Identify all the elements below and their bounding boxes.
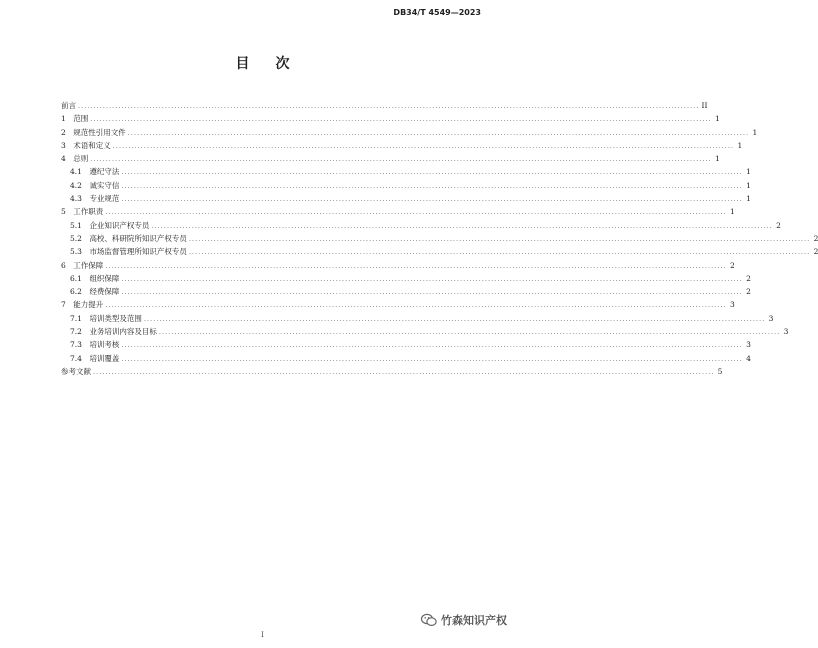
toc-entry-number: 5.3 [70,247,90,257]
toc-entry-label: 前言 [61,101,76,110]
toc-entry-number: 7.4 [70,353,90,363]
toc-leader-dots: ........................................................................................................................................................................................................ [93,368,715,376]
toc-leader-dots: ........................................................................................................................................................................................................ [158,329,781,337]
toc-entry[interactable] [61,285,751,298]
toc-entry[interactable] [61,179,751,192]
toc-entry-number: 3 [61,140,74,150]
toc-entry-page: 1 [729,207,735,217]
toc-entry-label: 经费保障 [89,287,120,297]
toc-leader-dots: ........................................................................................................................................................................................................ [188,249,811,257]
toc-leader-dots: ........................................................................................................................................................................................................ [90,116,712,124]
toc-entry-page: 3 [746,340,751,350]
toc-entry-page: 1 [746,194,751,204]
toc-leader-dots: ........................................................................................................................................................................................................ [143,315,766,323]
toc-entry-page: II [701,101,708,110]
toc-entry-page: 3 [768,313,774,323]
toc-entry-page: 1 [714,114,720,124]
toc-entry-label: 范围 [73,114,89,124]
toc-entry-number: 5.2 [70,233,90,243]
toc-entry-number: 4.3 [70,194,90,204]
toc-entry-label: 总则 [73,154,89,164]
toc-entry-page: 1 [746,180,751,190]
toc-entry-number: 7.2 [70,327,90,337]
toc-entry[interactable] [61,232,818,245]
toc-entry[interactable] [61,165,751,178]
toc-entry-label: 工作保障 [73,260,104,270]
toc-entry[interactable] [61,112,720,125]
toc-leader-dots: ........................................................................................................................................................................................................ [121,355,743,363]
toc-entry-number: 6.1 [70,273,90,283]
toc-entry[interactable] [61,298,735,311]
toc-entry-number: 6 [61,260,74,270]
toc-entry-page: 1 [752,127,758,137]
toc-entry-label: 遵纪守法 [89,167,120,177]
toc-leader-dots: ........................................................................................................................................................................................................ [121,289,743,297]
toc-entry-number: 4 [61,154,74,164]
table-of-contents [61,99,818,378]
page-title: 目次 [235,56,316,72]
toc-entry-label: 术语和定义 [73,140,111,150]
toc-entry-page: 1 [737,140,743,150]
toc-entry-label: 业务培训内容及目标 [89,327,157,337]
toc-entry[interactable] [61,245,818,258]
toc-entry-label: 规范性引用文件 [73,127,126,137]
toc-entry[interactable] [61,272,751,285]
toc-entry[interactable] [61,152,720,165]
toc-entry[interactable] [61,338,751,351]
toc-entry-number: 4.1 [70,167,90,177]
toc-entry-label: 参考文献 [61,366,91,376]
toc-entry-label: 高校、科研院所知识产权专员 [89,233,187,243]
toc-entry[interactable] [61,205,735,218]
watermark [421,612,507,628]
toc-entry[interactable] [61,352,751,365]
toc-leader-dots: ........................................................................................................................................................................................................ [105,262,727,270]
watermark-text: 竹森知识产权 [441,614,507,627]
toc-leader-dots: ........................................................................................................................................................................................................ [121,342,743,350]
toc-entry-label: 企业知识产权专员 [89,220,150,230]
toc-entry[interactable] [61,126,758,139]
toc-leader-dots: ........................................................................................................................................................................................................ [90,156,712,164]
toc-entry-number: 6.2 [70,287,90,297]
toc-entry-label: 培训考核 [89,340,120,350]
toc-entry[interactable] [61,325,789,338]
toc-entry-number: 5.1 [70,220,90,230]
toc-entry[interactable] [61,365,723,378]
toc-entry-page: 2 [776,220,781,230]
toc-leader-dots: ........................................................................................................................................................................................................ [112,142,735,150]
toc-entry-number: 7 [61,300,74,310]
toc-entry-page: 2 [729,260,735,270]
toc-entry[interactable] [61,192,751,205]
toc-leader-dots: ........................................................................................................................................................................................................ [121,275,743,283]
toc-entry-label: 工作职责 [73,207,104,217]
toc-leader-dots: ........................................................................................................................................................................................................ [121,196,743,204]
page-number: I [261,631,264,639]
toc-entry[interactable] [61,99,708,112]
toc-entry-number: 5 [61,207,74,217]
toc-leader-dots: ........................................................................................................................................................................................................ [105,209,727,217]
toc-entry-label: 培训类型及范围 [89,313,142,323]
toc-leader-dots: ........................................................................................................................................................................................................ [151,222,773,230]
toc-leader-dots: ........................................................................................................................................................................................................ [121,169,743,177]
toc-entry-page: 1 [746,167,751,177]
toc-entry-page: 3 [783,327,789,337]
toc-entry-label: 市场监督管理所知识产权专员 [89,247,187,257]
toc-entry-number: 4.2 [70,180,90,190]
toc-leader-dots: ........................................................................................................................................................................................................ [78,103,700,110]
toc-entry-page: 2 [813,247,818,257]
toc-leader-dots: ........................................................................................................................................................................................................ [127,129,750,137]
toc-entry[interactable] [61,139,743,152]
toc-entry-page: 4 [746,353,751,363]
toc-entry-number: 2 [61,127,74,137]
toc-leader-dots: ........................................................................................................................................................................................................ [121,182,743,190]
toc-entry-label: 专业规范 [89,194,120,204]
toc-entry-label: 诚实守信 [89,180,120,190]
toc-entry[interactable] [61,259,735,272]
toc-entry-page: 1 [714,154,720,164]
toc-entry-page: 2 [746,287,751,297]
toc-leader-dots: ........................................................................................................................................................................................................ [105,302,727,310]
toc-entry-number: 7.1 [70,313,90,323]
toc-entry-number: 1 [61,114,74,124]
toc-entry[interactable] [61,312,774,325]
toc-entry-number: 7.3 [70,340,90,350]
document-code: DB34/T 4549—2023 [393,8,481,17]
toc-entry[interactable] [61,219,781,232]
toc-entry-label: 能力提升 [73,300,104,310]
toc-entry-page: 3 [729,300,735,310]
toc-entry-page: 2 [746,273,751,283]
wechat-icon [421,613,437,627]
toc-entry-label: 培训覆盖 [89,353,120,363]
toc-entry-page: 2 [813,233,818,243]
toc-leader-dots: ........................................................................................................................................................................................................ [188,235,811,243]
toc-entry-page: 5 [717,366,723,376]
toc-entry-label: 组织保障 [89,273,120,283]
